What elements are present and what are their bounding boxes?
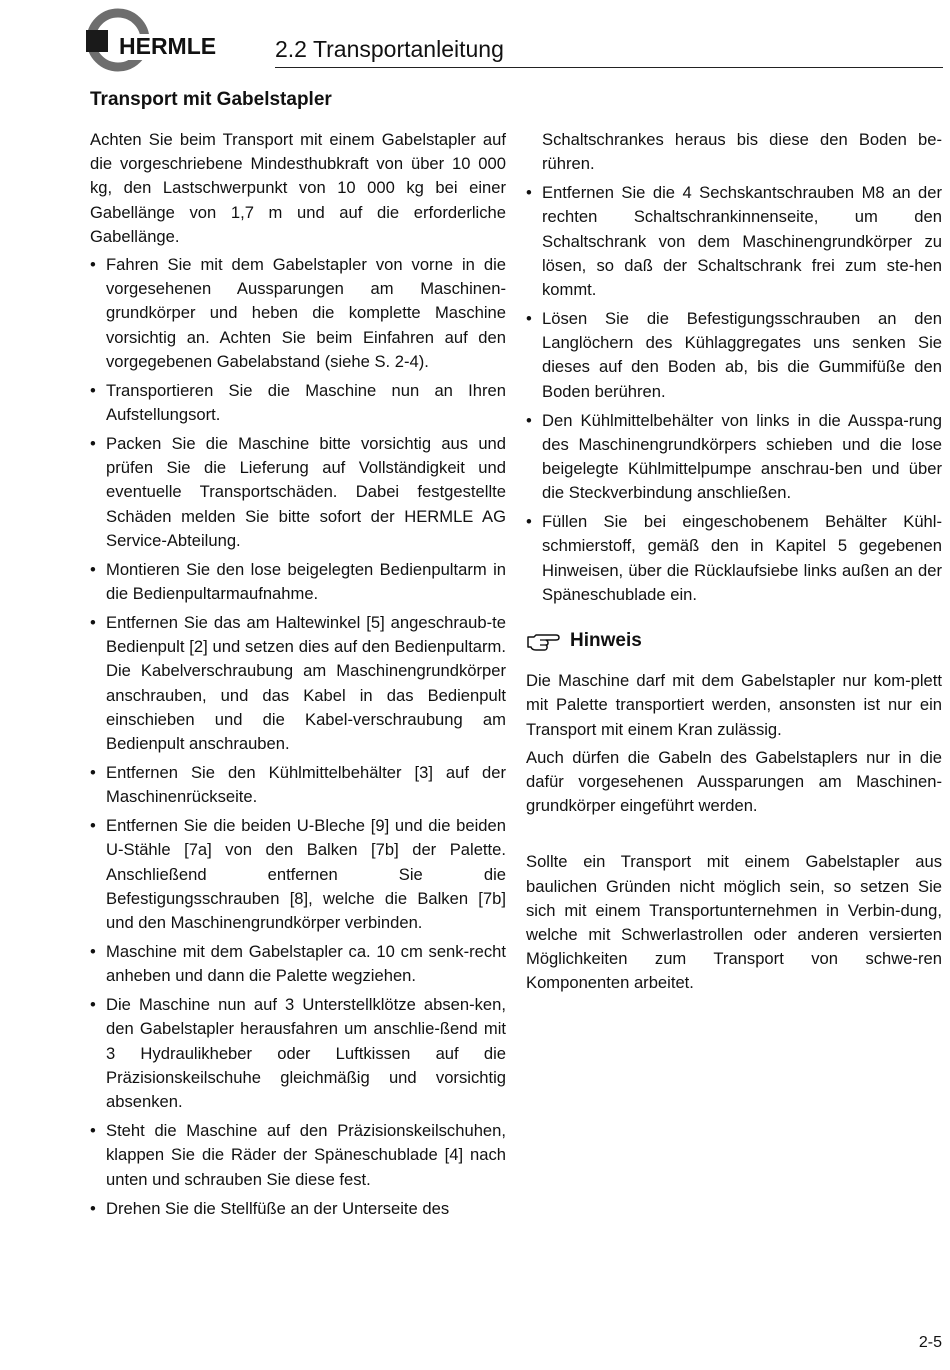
list-item: • Steht die Maschine auf den Präzisionskeilschuhen, klappen Sie die Räder der Späneschublade [4] nach unten und schrauben Sie diese fest. bbox=[90, 1121, 506, 1189]
right-column bbox=[526, 128, 942, 1000]
logo-text: HERMLE bbox=[119, 33, 217, 59]
list-item: • Entfernen Sie die beiden U-Bleche [9] und die beiden U-Stähle [7a] von den Balken [7b] der Palette. Anschließend entfernen Sie die Befestigungsschrauben [8], welche die Balken [7b] und den Maschinengrundkörper verbinden. bbox=[90, 816, 506, 933]
page-number: 2-5 bbox=[918, 1334, 942, 1351]
list-item: • Montieren Sie den lose beigelegten Bedienpultarm in die Bedienpultarmaufnahme. bbox=[90, 559, 506, 604]
continuation-text: Schaltschrankes heraus bis diese den Boden be-rühren. bbox=[542, 130, 942, 174]
list-item: • Füllen Sie bei eingeschobenem Behälter Kühl-schmierstoff, gemäß den in Kapitel 5 gegebenen Hinweisen, über die Rücklaufsiebe links außen an der Späneschublade ein. bbox=[526, 512, 942, 604]
list-item: • Maschine mit dem Gabelstapler ca. 10 cm senk-recht anheben und dann die Palette wegziehen. bbox=[90, 942, 506, 986]
list-item: • Den Kühlmittelbehälter von links in die Ausspa-rung des Maschinengrundkörpers schieben und die lose beigelegte Kühlmittelpumpe anschrau-ben und über die Steckverbindung anschließen. bbox=[526, 410, 942, 503]
hint-title: Hinweis bbox=[570, 630, 642, 652]
hermle-logo bbox=[86, 8, 236, 72]
hint-header bbox=[526, 629, 942, 653]
list-item: • Fahren Sie mit dem Gabelstapler von vorne in die vorgesehenen Aussparungen am Maschinen-grundkörper und heben die komplette Maschine vorsichtig an. Achten Sie beim Einfahren auf den vorgegebenen Gabelabstand (siehe S. 2-4). bbox=[90, 255, 506, 371]
right-bullet-list bbox=[526, 181, 942, 607]
list-item: • Entfernen Sie das am Haltewinkel [5] angeschraub-te Bedienpult [2] und setzen dies auf den Bedienpultarm. Die Kabelverschraubung am Maschinengrundkörper anschrauben, und das Kabel in das Bedienpult einschieben und die Kabel-verschraubung am Bedienpult anschrauben. bbox=[90, 613, 506, 754]
intro-paragraph: Achten Sie beim Transport mit einem Gabelstapler auf die vorgeschriebene Mindesthubkraft von über 10 000 kg, den Lastschwerpunkt von 10 000 kg bei einer Gabellänge von 1,7 m und auf die erforderliche Gabellänge. bbox=[90, 130, 506, 246]
left-bullet-list bbox=[90, 253, 506, 1221]
pointing-hand-icon bbox=[526, 629, 560, 653]
list-item: • Lösen Sie die Befestigungsschrauben an den Langlöchern des Kühlaggregates uns senken Sie dieses auf den Boden ab, bis die Gummifüße den Boden berühren. bbox=[526, 309, 942, 401]
hint-paragraph: Sollte ein Transport mit einem Gabelstapler aus baulichen Gründen nicht möglich sein, so setzen Sie sich mit einem Transportunternehmen in Verbin-dung, welche mit Schwerlastrollen oder anderen versierten Möglichkeiten zum Transport von schwe-ren Komponenten arbeitet. bbox=[526, 852, 942, 993]
left-column bbox=[90, 128, 506, 1226]
list-item: • Drehen Sie die Stellfüße an der Unterseite des bbox=[90, 1198, 450, 1218]
section-title: 2.2 Transportanleitung bbox=[275, 36, 504, 62]
list-item: • Packen Sie die Maschine bitte vorsichtig aus und prüfen Sie die Lieferung auf Vollständigkeit und eventuelle Transportschäden. Dabei festgestellte Schäden melden Sie bitte sofort der HERMLE AG Service-Abteilung. bbox=[90, 434, 506, 550]
hint-paragraph: Auch dürfen die Gabeln des Gabelstaplers nur in die dafür vorgesehenen Aussparungen am Maschinen-grundkörper eingeführt werden. bbox=[526, 747, 942, 816]
list-item: • Entfernen Sie die 4 Sechskantschrauben M8 an der rechten Schaltschrankinnenseite, um den Schaltschrank von dem Maschinengrundkörper zu lösen, so daß der Schaltschrank frei zum ste-hen kommt. bbox=[526, 183, 942, 300]
list-item: • Entfernen Sie den Kühlmittelbehälter [3] auf der Maschinenrückseite. bbox=[90, 763, 506, 807]
header-rule bbox=[275, 67, 943, 68]
heading-transport: Transport mit Gabelstapler bbox=[90, 89, 332, 110]
list-item: • Die Maschine nun auf 3 Unterstellklötze absen-ken, den Gabelstapler herausfahren um anschlie-ßend mit 3 Hydraulikheber oder Luftkissen auf die Präzisionskeilschuhe gleichmäßig und vorsichtig absenken. bbox=[90, 995, 506, 1112]
hint-paragraph: Die Maschine darf mit dem Gabelstapler nur kom-plett mit Palette transportiert werden, ansonsten ist nur ein Transport mit einem Kran zulässig. bbox=[526, 671, 942, 739]
list-item: • Transportieren Sie die Maschine nun an Ihren Aufstellungsort. bbox=[90, 380, 506, 425]
